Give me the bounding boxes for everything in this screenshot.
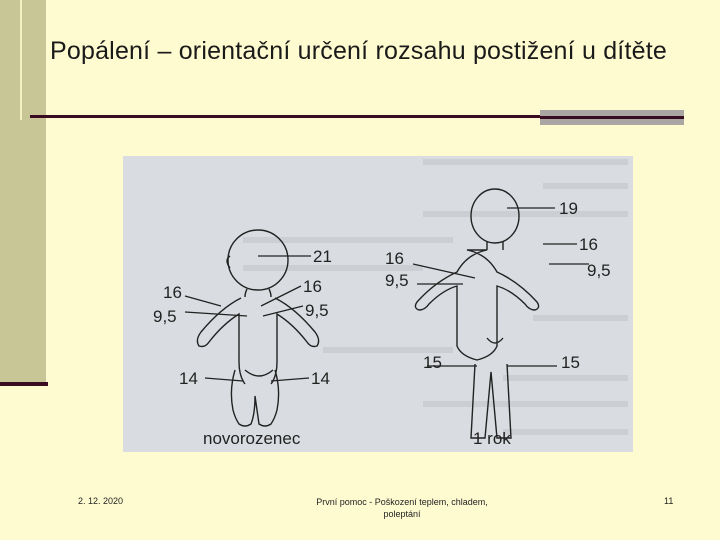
- left-accent-rule: [20, 0, 22, 120]
- child-label-trunk-upper: 16: [385, 249, 404, 268]
- child-label-arm-upper: 16: [579, 235, 598, 254]
- newborn-label-trunk-back: 9,5: [305, 301, 329, 320]
- footer-title-line1: První pomoc - Poškození teplem, chladem,: [316, 497, 488, 507]
- child-label-trunk-lower: 9,5: [385, 271, 409, 290]
- newborn-leader-lines: [185, 256, 311, 381]
- child-label-head: 19: [559, 199, 578, 218]
- left-accent-underline: [0, 382, 48, 386]
- left-accent-band: [0, 0, 46, 382]
- footer-date: 2. 12. 2020: [78, 496, 124, 506]
- child-caption: 1 rok: [473, 429, 511, 448]
- newborn-body: [197, 230, 318, 426]
- newborn-label-leg-right: 14: [311, 369, 330, 388]
- child-label-leg-right: 15: [561, 353, 580, 372]
- burn-area-illustration: [123, 156, 633, 452]
- newborn-caption: novorozenec: [203, 429, 301, 448]
- child-label-leg-left: 15: [423, 353, 442, 372]
- slide-number: 11: [664, 496, 674, 506]
- child-label-arm-lower: 9,5: [587, 261, 611, 280]
- newborn-label-arm-upper: 16: [163, 283, 182, 302]
- newborn-label-arm-lower: 9,5: [153, 307, 177, 326]
- footer-title: [272, 496, 532, 520]
- child-body: [415, 189, 538, 438]
- footer-title-line2: poleptání: [383, 509, 421, 519]
- slide-title: Popálení – orientační určení rozsahu postižení u dítěte: [50, 37, 667, 65]
- newborn-label-head: 21: [313, 247, 332, 266]
- newborn-label-trunk: 16: [303, 277, 322, 296]
- title-divider: [30, 115, 540, 118]
- title-divider-accent-line: [540, 116, 684, 119]
- newborn-label-leg-left: 14: [179, 369, 198, 388]
- burn-area-figure: [123, 156, 633, 452]
